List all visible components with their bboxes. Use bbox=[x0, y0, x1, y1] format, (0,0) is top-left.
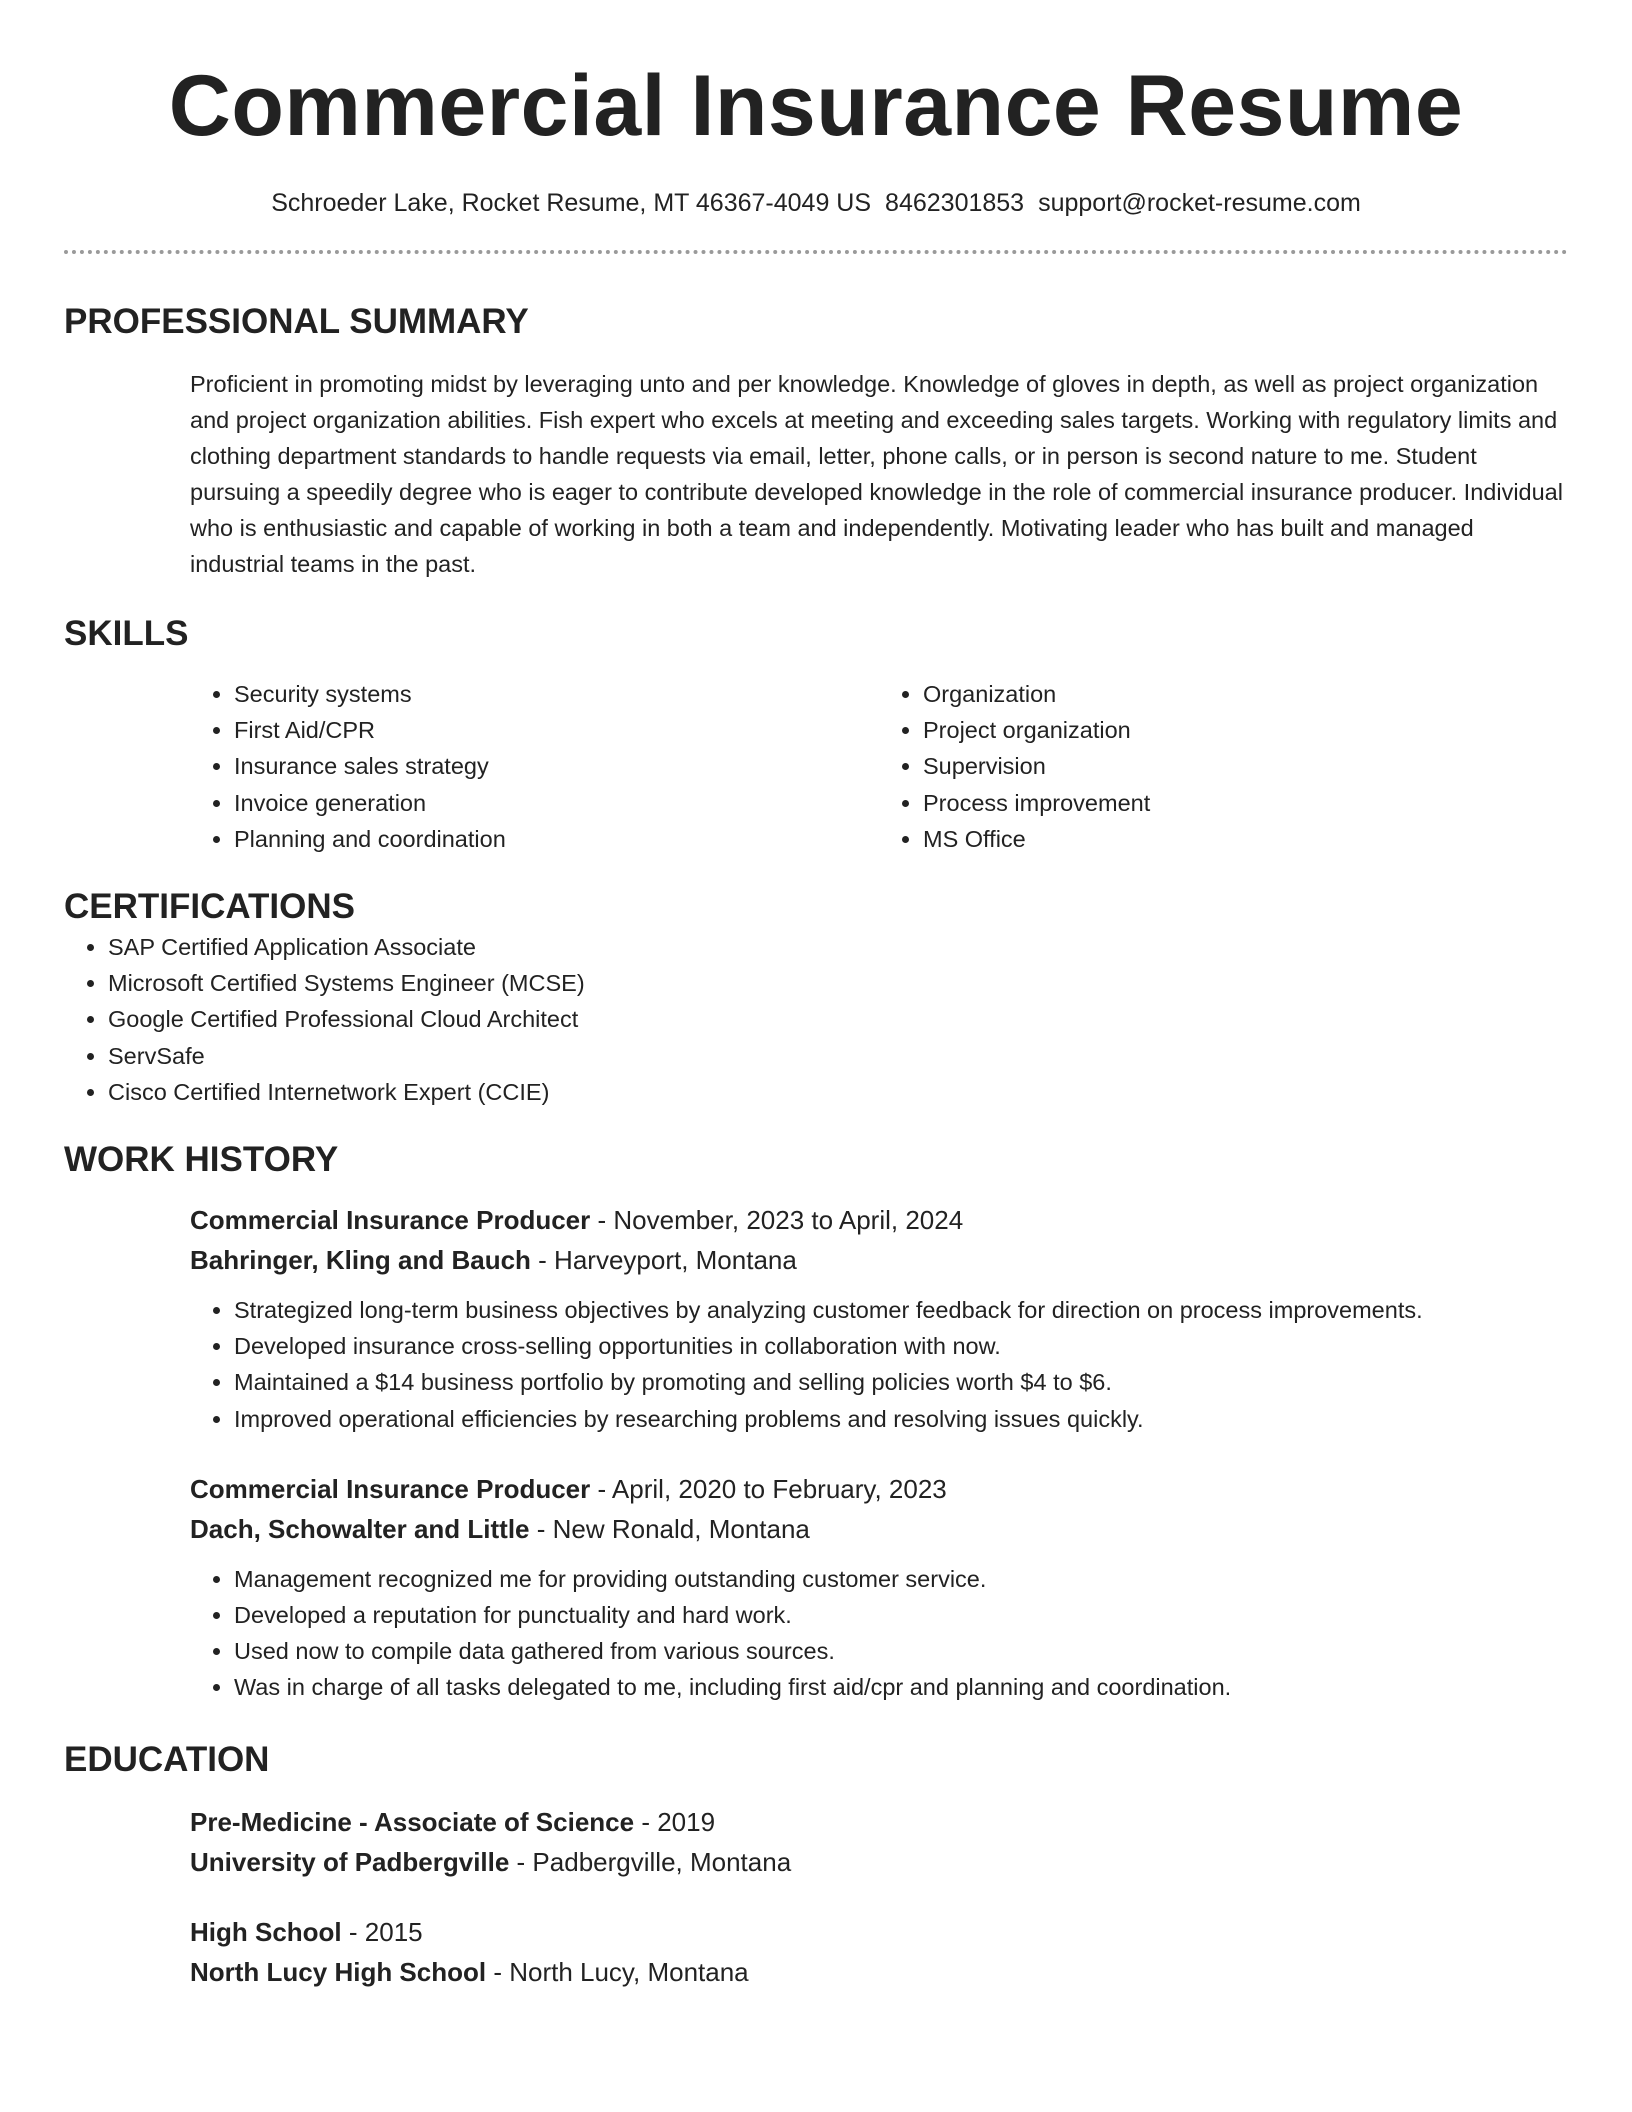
summary-heading: PROFESSIONAL SUMMARY bbox=[64, 302, 529, 341]
education-school: University of Padbergville bbox=[190, 1846, 510, 1877]
job-bullet: • Developed a reputation for punctuality and hard work. bbox=[234, 1597, 1568, 1633]
job-role: Commercial Insurance Producer bbox=[190, 1473, 591, 1504]
resume-header bbox=[64, 0, 1568, 220]
job-bullet: • Strategized long-term business objectives by analyzing customer feedback for direction on process improvements. bbox=[234, 1292, 1568, 1328]
education-location: - North Lucy, Montana bbox=[486, 1956, 749, 1987]
skill-item: • Supervision bbox=[923, 748, 1568, 784]
header-divider bbox=[64, 250, 1568, 254]
skill-item: • Invoice generation bbox=[234, 785, 879, 821]
skill-item: • Insurance sales strategy bbox=[234, 748, 879, 784]
job-dates: - April, 2020 to February, 2023 bbox=[590, 1473, 947, 1504]
skills-section bbox=[64, 612, 1568, 857]
certification-item: • Cisco Certified Internetwork Expert (CCIE) bbox=[108, 1074, 1568, 1110]
job-location: - New Ronald, Montana bbox=[529, 1513, 810, 1544]
job-entry bbox=[190, 1200, 1568, 1437]
job-bullets bbox=[190, 1292, 1568, 1437]
skill-item: • MS Office bbox=[923, 821, 1568, 857]
job-bullet: • Improved operational efficiencies by researching problems and resolving issues quickly. bbox=[234, 1401, 1568, 1437]
education-location: - Padbergville, Montana bbox=[509, 1846, 792, 1877]
education-entry bbox=[190, 1912, 1568, 1992]
job-company: Dach, Schowalter and Little bbox=[190, 1513, 530, 1544]
contact-email: support@rocket-resume.com bbox=[1038, 189, 1361, 217]
education-degree: Pre-Medicine - Associate of Science bbox=[190, 1806, 635, 1837]
contact-line bbox=[64, 186, 1568, 220]
job-bullet: • Used now to compile data gathered from various sources. bbox=[234, 1633, 1568, 1669]
job-bullet: • Management recognized me for providing outstanding customer service. bbox=[234, 1561, 1568, 1597]
skill-item: • Organization bbox=[923, 676, 1568, 712]
certifications-heading: CERTIFICATIONS bbox=[64, 887, 356, 927]
education-heading: EDUCATION bbox=[64, 1739, 270, 1779]
education-year: - 2015 bbox=[341, 1916, 423, 1947]
skill-item: • Planning and coordination bbox=[234, 821, 879, 857]
skills-list-right bbox=[879, 676, 1568, 857]
contact-phone: 8462301853 bbox=[885, 189, 1025, 217]
job-company: Bahringer, Kling and Bauch bbox=[190, 1245, 531, 1276]
summary-text: Proficient in promoting midst by leveraging unto and per knowledge. Knowledge of gloves in depth, as well as project organization and project organization abilities. Fish expert who excels at meeting and exceeding sales targets. Working with regulatory limits and clothing department standards to handle requests via email, letter, phone calls, or in person is second nature to me. Student pursuing a speedily degree who is eager to contribute developed knowledge in the role of commercial insurance producer. Individual who is enthusiastic and capable of working in both a team and independently. Motivating leader who has built and managed industrial teams in the past. bbox=[190, 371, 1563, 577]
skill-item: • First Aid/CPR bbox=[234, 712, 879, 748]
job-dates: - November, 2023 to April, 2024 bbox=[590, 1205, 964, 1236]
job-title-line bbox=[190, 1200, 1568, 1240]
skills-heading: SKILLS bbox=[64, 614, 189, 653]
skill-item: • Project organization bbox=[923, 712, 1568, 748]
education-section bbox=[64, 1738, 1568, 1992]
job-role: Commercial Insurance Producer bbox=[190, 1205, 591, 1236]
education-school-line bbox=[190, 1842, 1568, 1882]
education-degree-line bbox=[190, 1912, 1568, 1952]
skill-item: • Process improvement bbox=[923, 785, 1568, 821]
job-bullet: • Was in charge of all tasks delegated to me, including first aid/cpr and planning and coordination. bbox=[234, 1669, 1568, 1705]
education-degree: High School bbox=[190, 1916, 342, 1947]
skills-grid bbox=[190, 676, 1568, 857]
certification-item: • Google Certified Professional Cloud Architect bbox=[108, 1001, 1568, 1037]
job-entry bbox=[190, 1469, 1568, 1706]
certification-item: • SAP Certified Application Associate bbox=[108, 929, 1568, 965]
job-company-line bbox=[190, 1240, 1568, 1280]
certification-item: • Microsoft Certified Systems Engineer (MCSE) bbox=[108, 965, 1568, 1001]
certifications-section bbox=[64, 885, 1568, 1110]
job-bullets bbox=[190, 1561, 1568, 1706]
certification-item: • ServSafe bbox=[108, 1038, 1568, 1074]
education-degree-line bbox=[190, 1802, 1568, 1842]
job-company-line bbox=[190, 1509, 1568, 1549]
certifications-list bbox=[64, 929, 1568, 1110]
resume-title: Commercial Insurance Resume bbox=[168, 58, 1464, 154]
work-history-heading: WORK HISTORY bbox=[64, 1140, 339, 1180]
work-history-section bbox=[64, 1138, 1568, 1706]
education-school: North Lucy High School bbox=[190, 1956, 487, 1987]
contact-address: Schroeder Lake, Rocket Resume, MT 46367-4049 US bbox=[271, 189, 872, 217]
skills-list-left bbox=[190, 676, 879, 857]
job-bullet: • Maintained a $14 business portfolio by promoting and selling policies worth $4 to $6. bbox=[234, 1364, 1568, 1400]
job-bullet: • Developed insurance cross-selling opportunities in collaboration with now. bbox=[234, 1328, 1568, 1364]
education-year: - 2019 bbox=[634, 1806, 716, 1837]
skill-item: • Security systems bbox=[234, 676, 879, 712]
job-location: - Harveyport, Montana bbox=[530, 1245, 797, 1276]
education-entry bbox=[190, 1802, 1568, 1882]
summary-section bbox=[64, 300, 1568, 582]
education-school-line bbox=[190, 1952, 1568, 1992]
job-title-line bbox=[190, 1469, 1568, 1509]
